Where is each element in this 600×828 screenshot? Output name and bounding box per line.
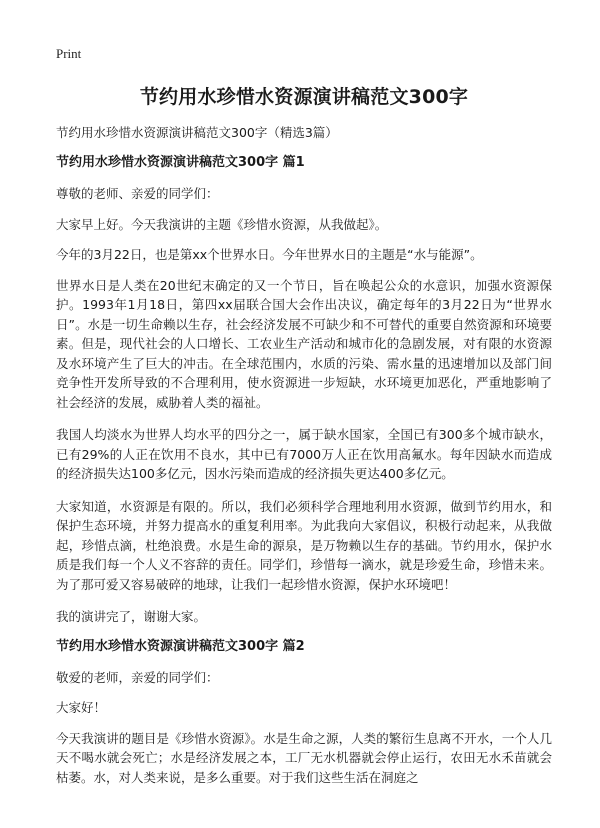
section-heading-2: 节约用水珍惜水资源演讲稿范文300字 篇2 [56, 638, 305, 654]
paragraph: 我国人均淡水为世界人均水平的四分之一，属于缺水国家，全国已有300多个城市缺水，已有29%的人正在饮用不良水，其中已有7000万人正在饮用高氟水。每年因缺水而造成的经济损失达100多亿元，因水污染而造成的经济损失更达400多亿元。 [56, 427, 552, 481]
document-subtitle: 节约用水珍惜水资源演讲稿范文300字（精选3篇） [56, 125, 338, 140]
greeting: 大家好！ [56, 700, 107, 715]
print-label[interactable]: Print [56, 46, 82, 61]
document-title: 节约用水珍惜水资源演讲稿范文300字 [139, 86, 469, 108]
paragraph: 今天我演讲的题目是《珍惜水资源》。水是生命之源，人类的繁衍生息离不开水，一个人几天不喝水就会死亡；水是经济发展之本，工厂无水机器就会停止运行，农田无水禾苗就会枯萎。水，对人类来说，是多么重要。对于我们这些生活在洞庭之 [56, 730, 552, 785]
paragraph: 大家知道，水资源是有限的。所以，我们必须科学合理地利用水资源，做到节约用水，和保护生态环境，并努力提高水的重复利用率。为此我向大家倡议，积极行动起来，从我做起，珍惜点滴，杜绝浪费。水是生命的源泉，是万物赖以生存的基础。节约用水，保护水质是我们每一个人义不容辞的责任。同学们，珍惜每一滴水，就是珍爱生命，珍惜未来。为了那可爱又容易破碎的地球，让我们一起珍惜水资源，保护水环境吧！ [56, 498, 552, 592]
paragraph: 世界水日是人类在20世纪末确定的又一个节日，旨在唤起公众的水意识，加强水资源保护。1993年1月18日，第四xx届联合国大会作出决议，确定每年的3月22日为“世界水日”。水是一切生命赖以生存，社会经济发展不可缺少和不可替代的重要自然资源和环境要素。但是，现代社会的人口增长、工农业生产活动和城市化的急剧发展，对有限的水资源及水环境产生了巨大的冲击。在全球范围内，水质的污染、需水量的迅速增加以及部门间竞争性开发所导致的不合理利用，使水资源进一步短缺，水环境更加恶化，严重地影响了社会经济的发展，威胁着人类的福祉。 [56, 277, 552, 410]
paragraph: 今年的3月22日，也是第xx个世界水日。今年世界水日的主题是“水与能源”。 [56, 247, 483, 262]
section-heading-1: 节约用水珍惜水资源演讲稿范文300字 篇1 [56, 155, 305, 170]
closing-line: 我的演讲完了，谢谢大家。 [56, 609, 207, 624]
paragraph: 大家早上好。今天我演讲的主题《珍惜水资源，从我做起》。 [56, 216, 388, 232]
salutation: 尊敬的老师、亲爱的同学们： [56, 186, 219, 201]
salutation: 敬爱的老师，亲爱的同学们： [56, 669, 219, 685]
